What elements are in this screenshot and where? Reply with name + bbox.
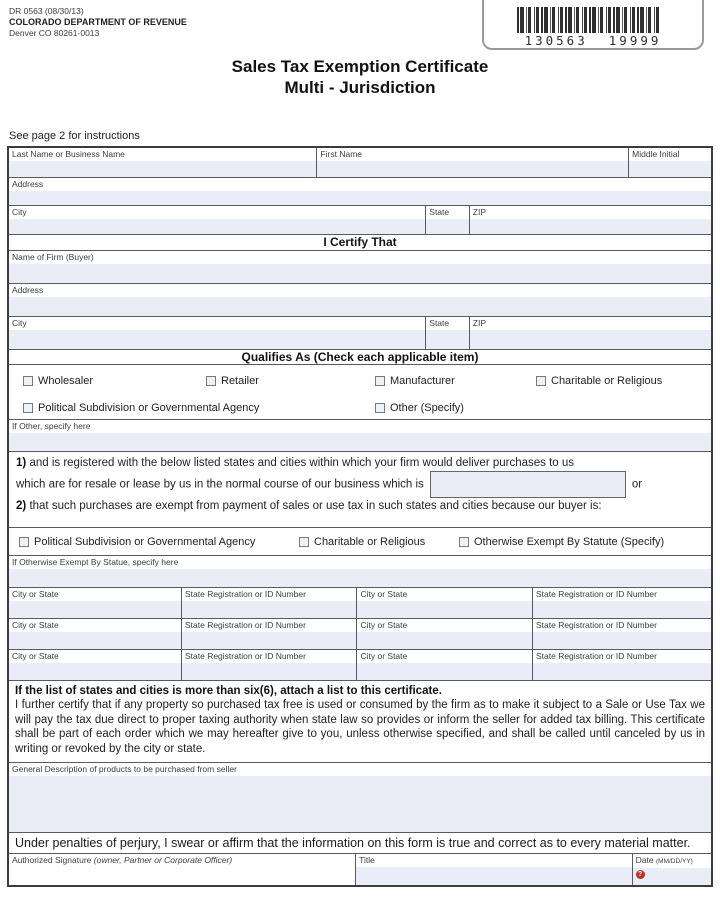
checkbox-buyer-charitable[interactable] bbox=[299, 537, 309, 547]
signature-label-text: Authorized Signature bbox=[12, 855, 92, 865]
applicant-address-row bbox=[9, 177, 711, 205]
checkbox-charitable[interactable] bbox=[536, 376, 546, 386]
checkbox-buyer-otherwise-exempt[interactable] bbox=[459, 537, 469, 547]
city-state-label: City or State bbox=[360, 620, 408, 630]
registration-id-label: State Registration or ID Number bbox=[184, 589, 306, 599]
certification-statement-row bbox=[9, 680, 711, 762]
buyer-option-charitable-label: Charitable or Religious bbox=[314, 536, 426, 548]
signature-field[interactable] bbox=[9, 867, 355, 885]
firm-city-field[interactable] bbox=[9, 330, 425, 349]
title-line-2: Multi - Jurisdiction bbox=[284, 78, 436, 97]
date-label-text: Date bbox=[635, 855, 654, 865]
registration-id-label: State Registration or ID Number bbox=[184, 620, 306, 630]
description-row bbox=[9, 762, 711, 832]
attach-list-note: If the list of states and cities is more than six(6), attach a list to this certificate. bbox=[15, 685, 442, 697]
certification-statement bbox=[9, 681, 711, 762]
checkbox-manufacturer[interactable] bbox=[375, 376, 385, 386]
applicant-state-label: State bbox=[429, 207, 450, 217]
option-wholesaler[interactable] bbox=[23, 375, 93, 387]
certify-header-row bbox=[9, 234, 711, 250]
other-specify-cell bbox=[9, 420, 711, 451]
buyer-option-charitable[interactable] bbox=[299, 536, 425, 548]
firm-state-label: State bbox=[429, 318, 450, 328]
clause-1-continued bbox=[16, 471, 642, 498]
registration-id-cell bbox=[532, 650, 711, 680]
firm-state-field[interactable] bbox=[426, 330, 469, 349]
applicant-city-label: City bbox=[12, 207, 27, 217]
statute-specify-label: If Otherwise Exempt By Statue, specify here bbox=[12, 557, 179, 567]
clause-1 bbox=[16, 457, 642, 469]
city-state-label: City or State bbox=[12, 651, 59, 661]
signature-row bbox=[9, 853, 711, 885]
option-political-subdivision[interactable] bbox=[23, 402, 259, 414]
city-state-cell bbox=[9, 650, 181, 680]
firm-zip-cell bbox=[469, 317, 711, 349]
registration-id-label: State Registration or ID Number bbox=[535, 620, 657, 630]
firm-zip-label: ZIP bbox=[472, 318, 487, 328]
clause-2-text: that such purchases are exempt from payment of sales or use tax in such states and cities because our buyer is: bbox=[29, 500, 602, 512]
description-field[interactable] bbox=[9, 776, 711, 832]
firm-zip-field[interactable] bbox=[470, 330, 711, 349]
option-manufacturer[interactable] bbox=[375, 375, 455, 387]
option-wholesaler-label: Wholesaler bbox=[38, 375, 94, 387]
buyer-option-otherwise-exempt-label: Otherwise Exempt By Statute (Specify) bbox=[474, 536, 665, 548]
checkbox-buyer-political-subdivision[interactable] bbox=[19, 537, 29, 547]
clause-1-cont-text: which are for resale or lease by us in the normal course of our business which is bbox=[16, 478, 424, 491]
city-state-cell bbox=[356, 588, 532, 618]
applicant-city-row bbox=[9, 205, 711, 234]
statute-specify-field[interactable] bbox=[9, 569, 711, 587]
city-state-field-5[interactable] bbox=[9, 663, 181, 680]
date-cell bbox=[632, 854, 711, 885]
city-state-label: City or State bbox=[12, 589, 59, 599]
last-name-cell bbox=[9, 148, 316, 177]
firm-state-cell bbox=[425, 317, 469, 349]
firm-address-field[interactable] bbox=[9, 297, 711, 316]
registration-table-row bbox=[9, 587, 711, 618]
other-specify-field[interactable] bbox=[9, 433, 711, 451]
certify-section-title: I Certify That bbox=[323, 235, 397, 249]
registration-id-field-5[interactable] bbox=[182, 663, 357, 680]
registration-id-cell bbox=[181, 588, 357, 618]
option-charitable-label: Charitable or Religious bbox=[551, 375, 663, 387]
title-cell bbox=[355, 854, 632, 885]
applicant-name-row bbox=[9, 148, 711, 177]
firm-name-field[interactable] bbox=[9, 264, 711, 283]
title-line-1: Sales Tax Exemption Certificate bbox=[231, 57, 489, 76]
city-state-field-3[interactable] bbox=[9, 632, 181, 649]
firm-address-row bbox=[9, 283, 711, 316]
firm-city-cell bbox=[9, 317, 425, 349]
description-label: General Description of products to be purchased from seller bbox=[12, 764, 237, 774]
applicant-zip-cell bbox=[469, 206, 711, 234]
middle-initial-cell bbox=[628, 148, 711, 177]
applicant-state-field[interactable] bbox=[426, 219, 469, 234]
first-name-label: First Name bbox=[320, 149, 363, 159]
city-state-field-2[interactable] bbox=[357, 601, 532, 618]
clause-1-number: 1) bbox=[16, 457, 27, 469]
applicant-address-label: Address bbox=[12, 179, 44, 189]
barcode-icon bbox=[517, 7, 661, 33]
other-specify-row bbox=[9, 419, 711, 451]
first-name-cell bbox=[316, 148, 628, 177]
option-charitable[interactable] bbox=[536, 375, 662, 387]
description-cell bbox=[9, 763, 711, 832]
signature-cell bbox=[9, 854, 355, 885]
registration-id-field-3[interactable] bbox=[182, 632, 357, 649]
registration-id-cell bbox=[532, 588, 711, 618]
registration-id-cell bbox=[532, 619, 711, 649]
qualifies-options-row bbox=[9, 364, 711, 419]
registration-id-field-6[interactable] bbox=[533, 663, 711, 680]
applicant-zip-label: ZIP bbox=[472, 207, 487, 217]
option-political-subdivision-label: Political Subdivision or Governmental Agency bbox=[38, 402, 260, 414]
checkbox-retailer[interactable] bbox=[206, 376, 216, 386]
barcode-box bbox=[482, 0, 704, 50]
option-retailer[interactable] bbox=[206, 375, 259, 387]
qualifies-header-row bbox=[9, 349, 711, 364]
applicant-zip-field[interactable] bbox=[470, 219, 711, 234]
date-label bbox=[633, 854, 711, 868]
firm-address-label: Address bbox=[12, 285, 44, 295]
registration-id-field-4[interactable] bbox=[533, 632, 711, 649]
firm-name-cell bbox=[9, 251, 711, 283]
applicant-state-cell bbox=[425, 206, 469, 234]
registration-table-row bbox=[9, 649, 711, 680]
agency-meta bbox=[9, 6, 187, 39]
city-state-cell bbox=[356, 619, 532, 649]
clause-1-text: and is registered with the below listed states and cities within which your firm would deliver purchases to us bbox=[29, 457, 575, 469]
last-name-field[interactable] bbox=[9, 161, 316, 177]
option-other[interactable] bbox=[375, 402, 464, 414]
registration-id-field-2[interactable] bbox=[533, 601, 711, 618]
checkbox-political-subdivision[interactable] bbox=[23, 403, 33, 413]
registration-id-label: State Registration or ID Number bbox=[184, 651, 306, 661]
signature-label-note: (owner, Partner or Corporate Officer) bbox=[93, 855, 233, 865]
option-other-label: Other (Specify) bbox=[390, 402, 464, 414]
buyer-option-otherwise-exempt[interactable] bbox=[459, 536, 664, 548]
signature-label bbox=[9, 854, 355, 867]
registration-clauses bbox=[9, 452, 649, 527]
clause-1-suffix: or bbox=[631, 478, 643, 491]
city-state-label: City or State bbox=[12, 620, 59, 630]
city-state-cell bbox=[9, 588, 181, 618]
registration-id-cell bbox=[181, 619, 357, 649]
required-help-icon[interactable]: ? bbox=[636, 870, 645, 879]
perjury-row bbox=[9, 832, 711, 853]
business-type-field[interactable] bbox=[430, 471, 626, 498]
perjury-statement: Under penalties of perjury, I swear or affirm that the information on this form is true and correct as to every material matter. bbox=[15, 836, 691, 850]
first-name-field[interactable] bbox=[317, 161, 628, 177]
further-certify-statement: I further certify that if any property so purchased tax free is used or consumed by the firm as to make it subject to a Sale or Use Tax we will pay the tax due direct to proper taxing authority when state law so provides or inform the seller for added tax billing. This certificate shall be part of each order which we may hereafter give to you, unless otherwise specified, and shall be called until canceled by us in writing or revoked by the city or state. bbox=[15, 699, 705, 755]
city-state-label: City or State bbox=[360, 589, 408, 599]
city-state-cell bbox=[356, 650, 532, 680]
registration-id-label: State Registration or ID Number bbox=[535, 651, 657, 661]
buyer-option-political-subdivision-label: Political Subdivision or Governmental Agency bbox=[34, 536, 256, 548]
statute-specify-cell bbox=[9, 556, 711, 587]
applicant-address-cell bbox=[9, 178, 711, 205]
clause-2 bbox=[16, 500, 642, 512]
department-name: COLORADO DEPARTMENT OF REVENUE bbox=[9, 17, 187, 27]
page-title bbox=[0, 56, 720, 98]
city-state-field-4[interactable] bbox=[357, 632, 532, 649]
city-state-label: City or State bbox=[360, 651, 408, 661]
checkbox-wholesaler[interactable] bbox=[23, 376, 33, 386]
firm-city-label: City bbox=[12, 318, 27, 328]
firm-name-row bbox=[9, 250, 711, 283]
firm-city-row bbox=[9, 316, 711, 349]
firm-address-cell bbox=[9, 284, 711, 316]
registration-table-row bbox=[9, 618, 711, 649]
statute-specify-row bbox=[9, 555, 711, 587]
firm-name-label: Name of Firm (Buyer) bbox=[12, 252, 94, 262]
other-specify-label: If Other, specify here bbox=[12, 421, 91, 431]
applicant-city-cell bbox=[9, 206, 425, 234]
city-state-field-6[interactable] bbox=[357, 663, 532, 680]
form-number: DR 0563 (08/30/13) bbox=[9, 6, 84, 16]
exemption-form bbox=[7, 146, 713, 887]
title-label: Title bbox=[359, 855, 375, 865]
registration-clauses-row bbox=[9, 451, 711, 527]
clause-2-number: 2) bbox=[16, 500, 27, 512]
applicant-address-field[interactable] bbox=[9, 191, 711, 205]
city-state-cell bbox=[9, 619, 181, 649]
option-manufacturer-label: Manufacturer bbox=[390, 375, 455, 387]
barcode-number: 130563 19999 bbox=[524, 33, 662, 48]
registration-id-cell bbox=[181, 650, 357, 680]
buyer-option-political-subdivision[interactable] bbox=[19, 536, 255, 548]
checkbox-other[interactable] bbox=[375, 403, 385, 413]
applicant-city-field[interactable] bbox=[9, 219, 425, 234]
department-address: Denver CO 80261-0013 bbox=[9, 28, 100, 38]
option-retailer-label: Retailer bbox=[221, 375, 259, 387]
last-name-label: Last Name or Business Name bbox=[12, 149, 125, 159]
buyer-options-row bbox=[9, 527, 711, 555]
qualifies-section-title: Qualifies As (Check each applicable item) bbox=[241, 350, 479, 364]
registration-id-label: State Registration or ID Number bbox=[535, 589, 657, 599]
city-state-field-1[interactable] bbox=[9, 601, 181, 618]
middle-initial-label: Middle Initial bbox=[632, 149, 680, 159]
registration-id-field-1[interactable] bbox=[182, 601, 357, 618]
title-field[interactable] bbox=[356, 867, 632, 885]
date-format-hint: (MM/DD/YY) bbox=[656, 858, 693, 865]
date-field[interactable] bbox=[633, 868, 711, 885]
middle-initial-field[interactable] bbox=[629, 161, 711, 177]
instructions-note: See page 2 for instructions bbox=[9, 130, 140, 142]
